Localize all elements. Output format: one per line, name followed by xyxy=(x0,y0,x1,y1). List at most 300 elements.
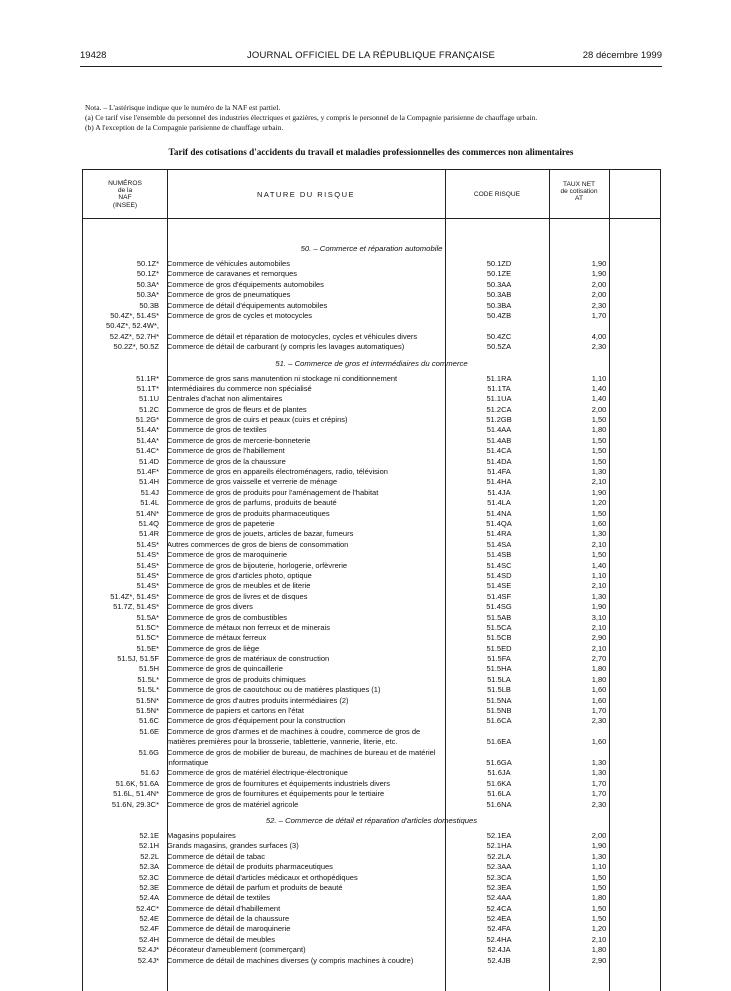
rate-value: 1,20 xyxy=(591,924,607,934)
naf-number: 52.3A xyxy=(139,862,159,872)
naf-number: 51.6L, 51.4N* xyxy=(113,789,159,799)
risk-nature: Commerce de gros de l'habillement xyxy=(167,446,285,456)
risk-nature: Intermédiaires du commerce non spécialisé xyxy=(167,383,312,393)
table-row xyxy=(83,893,660,903)
risk-code: 51.4SB xyxy=(486,550,512,560)
rate-value: 1,50 xyxy=(591,914,607,924)
rate-value: 1,90 xyxy=(591,487,607,497)
rate-value: 2,30 xyxy=(591,300,607,310)
naf-number: 51.4A* xyxy=(136,435,159,445)
risk-nature: Commerce de gros de liège xyxy=(167,643,260,653)
risk-nature: Commerce de gros d'équipement pour la construction xyxy=(167,716,346,726)
naf-number: 52.4J* xyxy=(137,955,159,965)
risk-code: 51.4DA xyxy=(486,456,512,466)
rate-value: 1,50 xyxy=(591,415,607,425)
rate-value: 1,60 xyxy=(591,518,607,528)
risk-code: 51.5NB xyxy=(486,706,512,716)
table-row xyxy=(83,602,660,612)
table-row xyxy=(83,748,660,769)
risk-code: 51.1TA xyxy=(487,383,511,393)
rate-value: 2,90 xyxy=(591,955,607,965)
risk-code: 51.6GA xyxy=(486,757,512,767)
naf-number: 51.4H xyxy=(138,477,159,487)
table-row xyxy=(83,394,660,404)
table-row xyxy=(83,425,660,435)
table-row xyxy=(83,716,660,726)
risk-code: 51.4QA xyxy=(486,518,512,528)
rate-value: 2,00 xyxy=(591,830,607,840)
table-row xyxy=(83,581,660,591)
naf-number: 50.3B xyxy=(139,300,159,310)
risk-nature: Commerce de véhicules automobiles xyxy=(167,259,290,268)
table-row xyxy=(83,914,660,924)
risk-nature: Commerce de gros de caoutchouc ou de matières plastiques (1) xyxy=(167,685,381,695)
naf-number: 51.6K, 51.6A xyxy=(115,778,159,788)
table-row xyxy=(83,904,660,914)
table-row xyxy=(83,841,660,851)
rate-value: 1,50 xyxy=(591,456,607,466)
table-row xyxy=(83,477,660,487)
col-header-naf: NUMÉROS de la NAF (INSEE) xyxy=(108,180,142,209)
table-row xyxy=(83,405,660,415)
rate-value: 1,30 xyxy=(591,768,607,778)
risk-code: 51.6NA xyxy=(486,799,512,809)
naf-number: 52.1E xyxy=(139,830,159,840)
naf-number: 51.7Z, 51.4S* xyxy=(113,602,159,612)
risk-nature: Commerce de gros de quincaillerie xyxy=(167,664,283,674)
risk-nature: Commerce de détail de la chaussure xyxy=(167,914,290,924)
naf-number: 52.3C xyxy=(138,872,159,882)
rate-value: 3,10 xyxy=(591,612,607,622)
risk-code: 51.4RA xyxy=(486,529,512,539)
header-rule xyxy=(80,66,662,67)
naf-number: 51.6J xyxy=(140,768,159,778)
table-row xyxy=(83,664,660,674)
rate-value: 2,10 xyxy=(591,539,607,549)
risk-code: 51.4SA xyxy=(486,539,512,549)
rate-value: 1,50 xyxy=(591,550,607,560)
table-row xyxy=(83,945,660,955)
table-row xyxy=(83,259,660,269)
naf-number: 51.4D xyxy=(138,456,159,466)
risk-code: 52.1EA xyxy=(486,830,512,840)
table-row xyxy=(83,779,660,789)
naf-number: 50.3A* xyxy=(136,279,159,289)
risk-nature: Commerce de gros de bijouterie, horlogerie, orfèvrerie xyxy=(167,560,348,570)
rate-value: 2,30 xyxy=(591,799,607,809)
risk-code: 51.4SG xyxy=(486,602,512,612)
risk-code: 51.5CA xyxy=(486,622,512,632)
section-heading: 51. – Commerce de gros et intermédiaires du commerce xyxy=(275,358,468,368)
naf-number: 51.2G* xyxy=(135,415,159,425)
page-header xyxy=(80,50,662,66)
rate-value: 1,70 xyxy=(591,706,607,716)
risk-code: 51.6KA xyxy=(486,778,512,788)
rate-value: 1,80 xyxy=(591,664,607,674)
naf-number: 51.5E* xyxy=(136,643,159,653)
risk-nature: Commerce de gros de textiles xyxy=(167,425,267,435)
table-row xyxy=(83,342,660,352)
risk-nature: Commerce de gros de fournitures et équipements industriels divers xyxy=(167,778,391,788)
risk-code: 51.6EA xyxy=(486,737,512,747)
risk-nature: Commerce de métaux ferreux xyxy=(167,633,267,643)
risk-code: 51.4AB xyxy=(486,435,512,445)
risk-nature: Commerce de gros de fournitures et équipements pour le tertiaire xyxy=(167,789,385,799)
rate-value: 2,10 xyxy=(591,477,607,487)
rate-value: 2,70 xyxy=(591,654,607,664)
risk-nature: Commerce de gros de mobilier de bureau, de machines de bureau et de matériel informatique xyxy=(167,747,436,767)
naf-number: 51.4S* xyxy=(136,550,159,560)
table-row xyxy=(83,540,660,550)
naf-number: 51.6E xyxy=(139,726,159,736)
note-b: (b) A l'exception de la Compagnie parisienne de chauffage urbain. xyxy=(85,123,284,132)
naf-number: 52.4E xyxy=(139,914,159,924)
risk-code: 50.1ZD xyxy=(486,259,512,268)
risk-code: 51.1RA xyxy=(486,373,512,383)
risk-code: 51.2CA xyxy=(486,404,512,414)
rate-value: 2,90 xyxy=(591,633,607,643)
rate-value: 2,10 xyxy=(591,581,607,591)
naf-number: 52.4F xyxy=(139,924,159,934)
table-row xyxy=(83,498,660,508)
naf-number: 51.4F* xyxy=(136,467,159,477)
rate-value: 2,00 xyxy=(591,279,607,289)
rate-value: 1,40 xyxy=(591,394,607,404)
table-row xyxy=(83,446,660,456)
table-row xyxy=(83,644,660,654)
table-row xyxy=(83,571,660,581)
risk-code: 51.4AA xyxy=(486,425,512,435)
naf-number: 51.5N* xyxy=(136,695,159,705)
risk-nature: Commerce de gros de produits pour l'aménagement de l'habitat xyxy=(167,487,379,497)
risk-nature: Commerce de gros de produits chimiques xyxy=(167,674,306,684)
risk-nature: Commerce de gros de cycles et motocycles xyxy=(167,310,313,320)
risk-code: 50.3AB xyxy=(486,290,512,300)
header-row-divider xyxy=(83,218,660,219)
rate-value: 1,80 xyxy=(591,425,607,435)
rate-value: 1,30 xyxy=(591,467,607,477)
naf-number: 51.5N* xyxy=(136,706,159,716)
risk-nature: Commerce de gros de jouets, articles de bazar, fumeurs xyxy=(167,529,354,539)
table-row xyxy=(83,269,660,279)
risk-code: 52.4FA xyxy=(487,924,511,934)
naf-number: 51.5C* xyxy=(136,633,159,643)
risk-nature: Commerce de détail d'équipements automobiles xyxy=(167,300,328,310)
publication-date: 28 décembre 1999 xyxy=(582,50,662,61)
risk-nature: Commerce de gros de meubles et de literie xyxy=(167,581,311,591)
risk-nature: Commerce de gros de produits pharmaceutiques xyxy=(167,508,330,518)
rate-value: 1,90 xyxy=(591,269,607,279)
risk-nature: Commerce de détail d'habillement xyxy=(167,903,281,913)
risk-code: 52.4EA xyxy=(486,914,512,924)
risk-code: 51.6JA xyxy=(487,768,511,778)
risk-nature: Commerce de gros d'équipements automobiles xyxy=(167,279,324,289)
risk-code: 51.6LA xyxy=(487,789,511,799)
note-asterisk: Nota. – L'astérisque indique que le numéro de la NAF est partiel. xyxy=(85,103,281,112)
naf-number: 52.4C* xyxy=(136,903,159,913)
risk-nature: Commerce de gros de parfums, produits de beauté xyxy=(167,498,337,508)
naf-number: 51.5A* xyxy=(136,612,159,622)
naf-number: 52.1H xyxy=(138,841,159,851)
naf-number: 50.4Z*, 51.4S* xyxy=(110,310,159,320)
rate-value: 2,00 xyxy=(591,290,607,300)
risk-code: 51.5FA xyxy=(487,654,511,664)
risk-code: 51.4JA xyxy=(487,487,511,497)
rate-value: 1,10 xyxy=(591,570,607,580)
naf-number: 51.4A* xyxy=(136,425,159,435)
naf-number: 51.4S* xyxy=(136,539,159,549)
naf-number: 52.4A xyxy=(139,893,159,903)
table-row xyxy=(83,883,660,893)
risk-nature: Commerce de détail de carburant (y compris les lavages automatiques) xyxy=(167,342,405,352)
risk-nature: Commerce de gros vaisselle et verrerie de ménage xyxy=(167,477,338,487)
table-row xyxy=(83,415,660,425)
table-row xyxy=(83,675,660,685)
risk-code: 51.5NA xyxy=(486,695,512,705)
risk-nature: Commerce de gros de papeterie xyxy=(167,518,275,528)
risk-code: 52.2LA xyxy=(487,851,511,861)
table-row xyxy=(83,519,660,529)
risk-code: 51.5CB xyxy=(486,633,512,643)
rate-value: 1,60 xyxy=(591,737,607,747)
rate-value: 1,40 xyxy=(591,383,607,393)
table-row xyxy=(83,332,660,342)
rate-value: 1,50 xyxy=(591,882,607,892)
risk-nature: Commerce de détail de parfum et produits de beauté xyxy=(167,882,343,892)
table-row xyxy=(83,550,660,560)
rate-value: 1,70 xyxy=(591,789,607,799)
risk-nature: Commerce de détail d'articles médicaux et orthopédiques xyxy=(167,872,358,882)
rate-value: 1,90 xyxy=(591,841,607,851)
rate-value: 1,70 xyxy=(591,310,607,320)
naf-number: 51.6N, 29.3C* xyxy=(111,799,159,809)
table-row xyxy=(83,873,660,883)
naf-number: 51.4N* xyxy=(136,508,159,518)
rate-value: 2,10 xyxy=(591,934,607,944)
naf-number: 52.4J* xyxy=(137,945,159,955)
table-row xyxy=(83,935,660,945)
rate-value: 2,30 xyxy=(591,716,607,726)
table-row xyxy=(83,301,660,311)
risk-nature: Commerce de gros d'autres produits intermédiaires (2) xyxy=(167,695,349,705)
rate-value: 1,30 xyxy=(591,851,607,861)
risk-nature: Commerce de caravanes et remorques xyxy=(167,269,298,279)
risk-code: 51.4HA xyxy=(486,477,512,487)
rates-table xyxy=(82,169,661,991)
table-body xyxy=(83,238,660,966)
risk-nature: Commerce de gros de matériel agricole xyxy=(167,799,299,809)
rate-value: 2,10 xyxy=(591,643,607,653)
table-row xyxy=(83,457,660,467)
table-row xyxy=(83,831,660,841)
table-row xyxy=(83,467,660,477)
rate-value: 4,00 xyxy=(591,331,607,341)
risk-nature: Commerce de gros de maroquinerie xyxy=(167,550,288,560)
rate-value: 1,10 xyxy=(591,862,607,872)
risk-nature: Décorateur d'ameublement (commerçant) xyxy=(167,945,306,955)
table-row xyxy=(83,561,660,571)
naf-number: 51.2C xyxy=(138,404,159,414)
table-row xyxy=(83,789,660,799)
risk-nature: Commerce de détail de textiles xyxy=(167,893,270,903)
rate-value: 1,50 xyxy=(591,446,607,456)
naf-number: 51.6G xyxy=(138,747,159,757)
naf-number: 52.4Z*, 52.7H* xyxy=(109,331,159,341)
risk-code: 52.4HA xyxy=(486,934,512,944)
risk-code: 50.4ZB xyxy=(486,310,512,320)
risk-code: 52.4AA xyxy=(486,893,512,903)
naf-number: 51.4S* xyxy=(136,560,159,570)
table-row xyxy=(83,509,660,519)
risk-code: 51.4SC xyxy=(486,560,512,570)
risk-nature: Commerce de gros de combustibles xyxy=(167,612,288,622)
risk-nature: Commerce de détail de maroquinerie xyxy=(167,924,291,934)
naf-number: 50.1Z* xyxy=(136,269,159,279)
rate-value: 1,30 xyxy=(591,529,607,539)
table-row xyxy=(83,706,660,716)
risk-nature: Commerce de détail de tabac xyxy=(167,851,265,861)
table-row xyxy=(83,613,660,623)
naf-number: 51.5C* xyxy=(136,622,159,632)
risk-code: 51.4SE xyxy=(486,581,512,591)
naf-number: 51.1R* xyxy=(136,373,159,383)
risk-nature: Commerce de détail et réparation de motocycles, cycles et véhicules divers xyxy=(167,331,418,341)
risk-nature: Commerce de détail de machines diverses (y compris machines à coudre) xyxy=(167,955,414,965)
col-header-nature: NATURE DU RISQUE xyxy=(256,190,356,199)
col-header-taux: TAUX NET de cotisation AT xyxy=(560,181,598,203)
naf-number: 51.6C xyxy=(138,716,159,726)
rate-value: 1,60 xyxy=(591,685,607,695)
rate-value: 1,90 xyxy=(591,602,607,612)
risk-nature: Commerce de papiers et cartons en l'état xyxy=(167,706,304,716)
risk-nature: Commerce de gros de matériaux de construction xyxy=(167,654,330,664)
risk-code: 50.1ZE xyxy=(486,269,512,279)
table-title: Tarif des cotisations d'accidents du travail et maladies professionnelles des commerces non alimentaires xyxy=(168,147,574,157)
risk-nature: Commerce de gros de cuirs et peaux (cuirs et crépins) xyxy=(167,415,348,425)
risk-nature: Autres commerces de gros de biens de consommation xyxy=(167,539,349,549)
rate-value: 2,30 xyxy=(591,342,607,352)
risk-code: 51.5ED xyxy=(486,643,512,653)
rate-value: 1,80 xyxy=(591,674,607,684)
risk-code: 50.4ZC xyxy=(486,331,512,341)
risk-code: 52.3AA xyxy=(486,862,512,872)
risk-nature: Commerce de gros de la chaussure xyxy=(167,456,286,466)
table-row xyxy=(83,727,660,748)
table-row xyxy=(83,384,660,394)
risk-code: 50.3AA xyxy=(486,279,512,289)
rate-value: 1,30 xyxy=(591,757,607,767)
risk-nature: Commerce de gros divers xyxy=(167,602,253,612)
journal-title: JOURNAL OFFICIEL DE LA RÉPUBLIQUE FRANÇAISE xyxy=(246,50,496,61)
rate-value: 1,40 xyxy=(591,560,607,570)
risk-code: 51.2GB xyxy=(486,415,512,425)
naf-number: 51.4L xyxy=(140,498,159,508)
table-row xyxy=(83,623,660,633)
naf-number: 51.1T* xyxy=(136,383,159,393)
rate-value: 2,10 xyxy=(591,622,607,632)
table-row xyxy=(83,956,660,966)
risk-code: 50.5ZA xyxy=(486,342,512,352)
risk-nature: Commerce de gros de pneumatiques xyxy=(167,290,291,300)
table-row xyxy=(83,488,660,498)
table-row xyxy=(83,311,660,321)
naf-number: 51.4Q xyxy=(138,518,159,528)
naf-number: 51.5L* xyxy=(137,685,159,695)
risk-code: 51.5LB xyxy=(487,685,511,695)
rate-value: 1,50 xyxy=(591,435,607,445)
rate-value: 1,80 xyxy=(591,945,607,955)
table-row xyxy=(83,852,660,862)
table-row xyxy=(83,321,660,331)
naf-number: 50.1Z* xyxy=(136,259,159,268)
col-header-code: CODE RISQUE xyxy=(473,191,521,198)
risk-code: 51.5AB xyxy=(486,612,512,622)
rate-value: 1,50 xyxy=(591,508,607,518)
table-row xyxy=(83,374,660,384)
notes-block xyxy=(85,103,670,133)
naf-number: 52.3E xyxy=(139,882,159,892)
risk-nature: Commerce de détail de produits pharmaceutiques xyxy=(167,862,333,872)
rate-value: 1,90 xyxy=(591,259,607,268)
risk-nature: Commerce de gros de livres et de disques xyxy=(167,591,308,601)
risk-nature: Commerce de gros d'articles photo, optique xyxy=(167,570,312,580)
section-heading: 50. – Commerce et réparation automobile xyxy=(300,244,443,253)
naf-number: 51.5H xyxy=(138,664,159,674)
table-row xyxy=(83,592,660,602)
risk-code: 51.1UA xyxy=(486,394,512,404)
rate-value: 1,60 xyxy=(591,695,607,705)
naf-number: 52.2L xyxy=(140,851,159,861)
risk-code: 51.4NA xyxy=(486,508,512,518)
risk-nature: Magasins populaires xyxy=(167,830,236,840)
table-row xyxy=(83,696,660,706)
naf-number: 51.4J xyxy=(140,487,159,497)
risk-code: 52.4CA xyxy=(486,903,512,913)
rate-value: 1,80 xyxy=(591,893,607,903)
table-row xyxy=(83,436,660,446)
risk-code: 51.4SD xyxy=(486,570,512,580)
naf-number: 51.4S* xyxy=(136,581,159,591)
naf-number: 51.4S* xyxy=(136,570,159,580)
naf-number: 50.2Z*, 50.5Z xyxy=(113,342,159,352)
naf-number: 51.4Z*, 51.4S* xyxy=(110,591,159,601)
table-row xyxy=(83,924,660,934)
risk-nature: Grands magasins, grandes surfaces (3) xyxy=(167,841,299,851)
risk-nature: Commerce de détail de meubles xyxy=(167,934,275,944)
risk-code: 51.4SF xyxy=(486,591,512,601)
rate-value: 1,10 xyxy=(591,373,607,383)
table-row xyxy=(83,654,660,664)
risk-code: 52.3CA xyxy=(486,872,512,882)
table-row xyxy=(83,862,660,872)
risk-nature: Commerce de métaux non ferreux et de minerais xyxy=(167,622,330,632)
risk-code: 50.3BA xyxy=(486,300,512,310)
table-row xyxy=(83,529,660,539)
naf-number: 51.1U xyxy=(138,394,159,404)
naf-number: 51.5J, 51.5F xyxy=(117,654,159,664)
risk-code: 51.4FA xyxy=(487,467,511,477)
page-number: 19428 xyxy=(80,50,107,61)
risk-nature: Commerce de gros d'armes et de machines à coudre, commerce de gros de matières premières pour la brosserie, tabletterie, vannerie, literie, etc. xyxy=(167,726,421,747)
risk-nature: Commerce de gros de fleurs et de plantes xyxy=(167,404,307,414)
risk-nature: Commerce de gros en appareils électroménagers, radio, télévision xyxy=(167,467,388,477)
risk-code: 51.4CA xyxy=(486,446,512,456)
naf-number: 51.4R xyxy=(138,529,159,539)
rate-value: 1,20 xyxy=(591,498,607,508)
rate-value: 1,50 xyxy=(591,903,607,913)
rate-value: 2,00 xyxy=(591,404,607,414)
risk-code: 52.4JA xyxy=(487,945,511,955)
